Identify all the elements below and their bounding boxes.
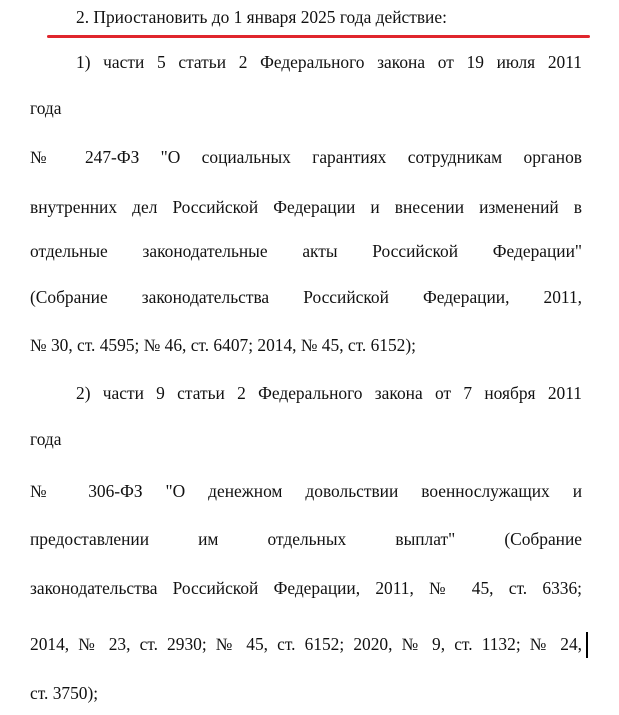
item1-line5: отдельные законодательные акты Российской Федерации" [30, 241, 582, 261]
item1-line3: № 247-ФЗ "О социальных гарантиях сотрудникам органов [30, 147, 582, 167]
item1-line7: № 30, ст. 4595; № 46, ст. 6407; 2014, № 45, ст. 6152); [30, 335, 416, 355]
item1-line1: 1) части 5 статьи 2 Федерального закона от 19 июля 2011 [76, 52, 582, 72]
item2-line6: 2014, № 23, ст. 2930; № 45, ст. 6152; 2020, № 9, ст. 1132; № 24, [30, 634, 582, 654]
item2-line7: ст. 3750); [30, 683, 99, 703]
item2-line4: предоставлении им отдельных выплат" (Собрание [30, 529, 582, 549]
item1-line6: (Собрание законодательства Российской Федерации, 2011, [30, 287, 582, 307]
text-cursor [586, 632, 588, 658]
item2-line2: года [30, 429, 62, 449]
item1-line4: внутренних дел Российской Федерации и внесении изменений в [30, 197, 582, 217]
item2-line3: № 306-ФЗ "О денежном довольствии военнослужащих и [30, 481, 582, 501]
red-underline-annotation [47, 35, 590, 38]
item2-line1: 2) части 9 статьи 2 Федерального закона от 7 ноября 2011 [76, 383, 582, 403]
section-heading: 2. Приостановить до 1 января 2025 года действие: [76, 7, 447, 27]
item2-line5: законодательства Российской Федерации, 2011, № 45, ст. 6336; [30, 578, 582, 598]
item1-line2: года [30, 98, 62, 118]
